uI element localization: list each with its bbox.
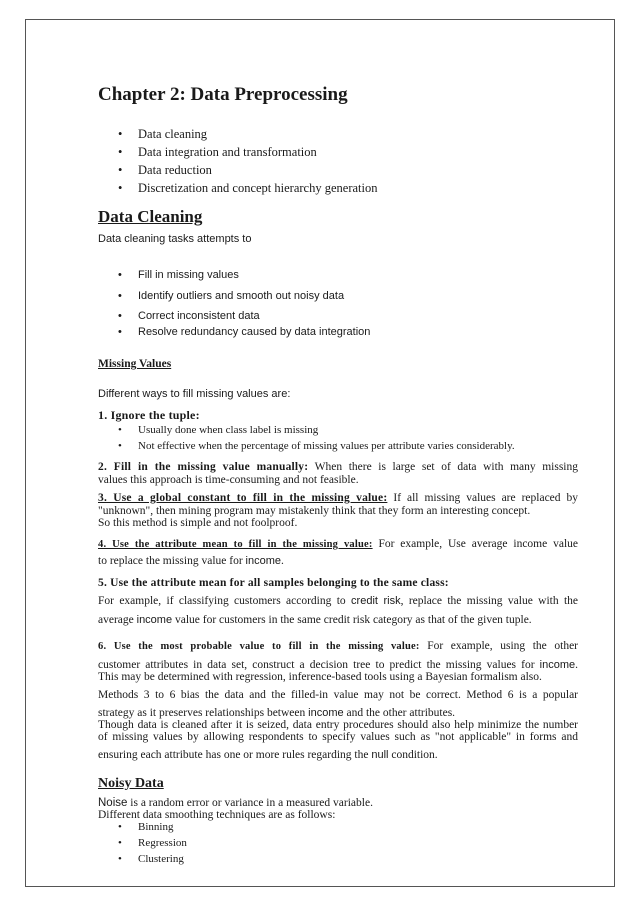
page-title: Chapter 2: Data Preprocessing [98, 84, 348, 105]
method-2-text: When there is large set of data with many missing [314, 461, 578, 473]
note-line-1: Methods 3 to 6 bias the data and the filled-in value may not be correct. Method 6 is a popular [98, 689, 578, 701]
method-3-heading: 3. Use a global constant to fill in the missing value: [98, 492, 388, 504]
list-item: • Data cleaning [118, 127, 208, 141]
list-item: • Data integration and transformation [118, 145, 317, 159]
method-6-line-1 [98, 640, 578, 654]
list-item: • Fill in missing values [118, 269, 239, 281]
method-5-line-1: For example, if classifying customers according to credit risk, replace the missing value with the [98, 595, 579, 607]
noise-definition: Noise is a random error or variance in a measured variable. [98, 797, 373, 809]
method-1-heading: 1. Ignore the tuple: [98, 408, 200, 422]
list-item: • Correct inconsistent data [118, 310, 260, 322]
section-heading-data-cleaning: Data Cleaning [98, 207, 203, 226]
section-heading-missing-values: Missing Values [98, 358, 172, 370]
smoothing-intro: Different data smoothing techniques are as follows: [98, 809, 336, 821]
method-4-heading: 4. Use the attribute mean to fill in the missing value: [98, 539, 373, 550]
list-item: • Binning [118, 821, 174, 833]
note-line-2: strategy as it preserves relationships between income and the other attributes. [98, 707, 456, 719]
method-3-line-1 [98, 492, 578, 506]
method-2-heading: 2. Fill in the missing value manually: [98, 461, 309, 473]
method-2-line-1 [98, 461, 578, 475]
method-5-heading: 5. Use the attribute mean for all samples belonging to the same class: [98, 577, 449, 589]
note-line-3: Though data is cleaned after it is seized, data entry procedures should also help minimize the number [98, 719, 578, 731]
list-item: • Identify outliers and smooth out noisy data [118, 290, 345, 302]
note-line-5: ensuring each attribute has one or more rules regarding the null condition. [98, 749, 438, 761]
list-item: • Usually done when class label is missing [118, 424, 319, 436]
method-4-text: For example, Use average income value [378, 538, 578, 550]
method-3-line-3: So this method is simple and not foolproof. [98, 517, 298, 529]
method-6-heading: 6. Use the most probable value to fill in the missing value: [98, 641, 420, 652]
method-6-line-2: customer attributes in data set, construct a decision tree to predict the missing values for income. [98, 659, 578, 671]
list-item: • Resolve redundancy caused by data integration [118, 326, 371, 338]
method-3-line-2: "unknown", then mining program may mistakenly think that they form an interesting concept. [98, 505, 531, 517]
list-item: • Clustering [118, 853, 184, 865]
method-4-line-1 [98, 538, 578, 552]
method-2-line-2: values this approach is time-consuming and not feasible. [98, 474, 359, 486]
section-heading-noisy-data: Noisy Data [98, 776, 164, 791]
method-6-line-3: This may be determined with regression, inference-based tools using a Bayesian formalism also. [98, 671, 542, 683]
note-line-4: of missing values by allowing respondents to specify values such as "not applicable" in forms and [98, 731, 578, 743]
data-cleaning-intro: Data cleaning tasks attempts to [98, 233, 252, 245]
method-4-line-2: to replace the missing value for income. [98, 555, 284, 567]
list-item: • Discretization and concept hierarchy generation [118, 181, 378, 195]
method-5-line-2: average income value for customers in the same credit risk category as that of the given tuple. [98, 614, 532, 626]
method-3-text: If all missing values are replaced by [393, 492, 578, 504]
list-item: • Regression [118, 837, 187, 849]
list-item: • Not effective when the percentage of missing values per attribute varies considerably. [118, 440, 515, 452]
missing-values-intro: Different ways to fill missing values are: [98, 388, 291, 400]
method-6-text: For example, using the other [427, 640, 579, 652]
list-item: • Data reduction [118, 163, 212, 177]
